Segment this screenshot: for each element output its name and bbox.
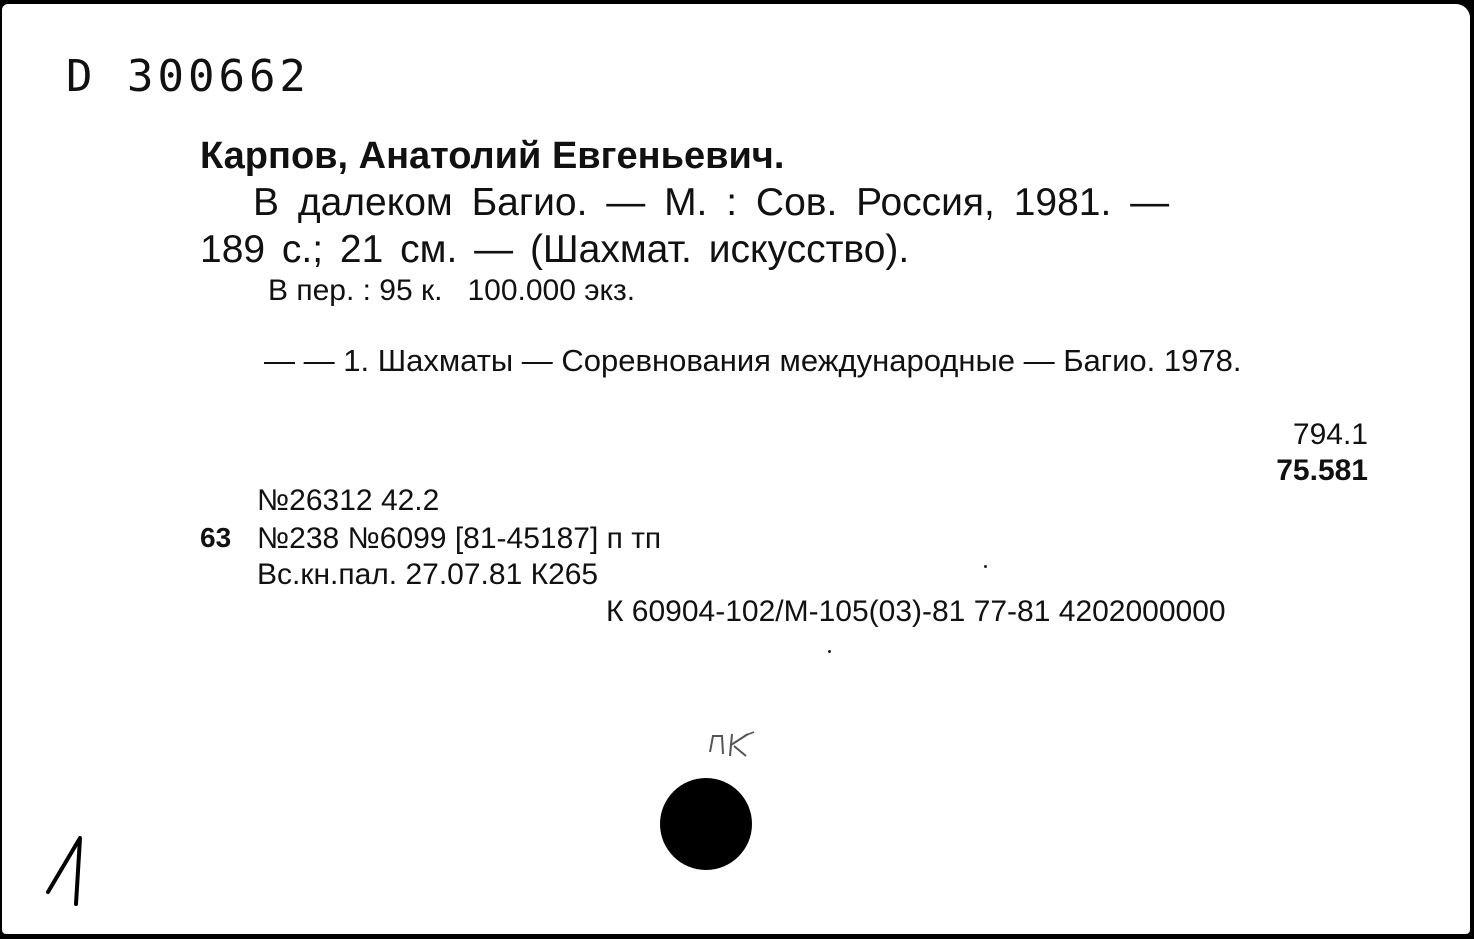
author-heading: Карпов, Анатолий Евгеньевич. [200, 135, 785, 177]
speck-dot [984, 565, 987, 568]
handwritten-initials [704, 728, 766, 760]
subject-line: — — 1. Шахматы — Соревнования международные — Багио. 1978. [264, 343, 1242, 378]
ref-line-1: №26312 42.2 [257, 484, 440, 517]
handwritten-number [40, 830, 100, 910]
code-line: К 60904-102/М-105(03)-81 77-81 4202000000 [606, 595, 1226, 628]
classification-1: 794.1 [1292, 418, 1368, 451]
title-line-1: В далеком Багио. — М. : Сов. Россия, 1981. — [253, 181, 1170, 224]
title-line-2: 189 с.; 21 см. — (Шахмат. искусство). [200, 228, 910, 271]
ref-line-2: №238 №6099 [81-45187] п тп [257, 522, 662, 555]
classification-2: 75.581 [1276, 454, 1368, 487]
price-line: В пер. : 95 к. 100.000 экз. [268, 274, 636, 307]
ref-number: 63 [200, 522, 232, 553]
card-id: D 300662 [66, 51, 310, 102]
ref-line-3: Вс.кн.пал. 27.07.81 К265 [257, 558, 599, 591]
punch-hole [660, 778, 752, 870]
speck-dot [828, 650, 831, 653]
